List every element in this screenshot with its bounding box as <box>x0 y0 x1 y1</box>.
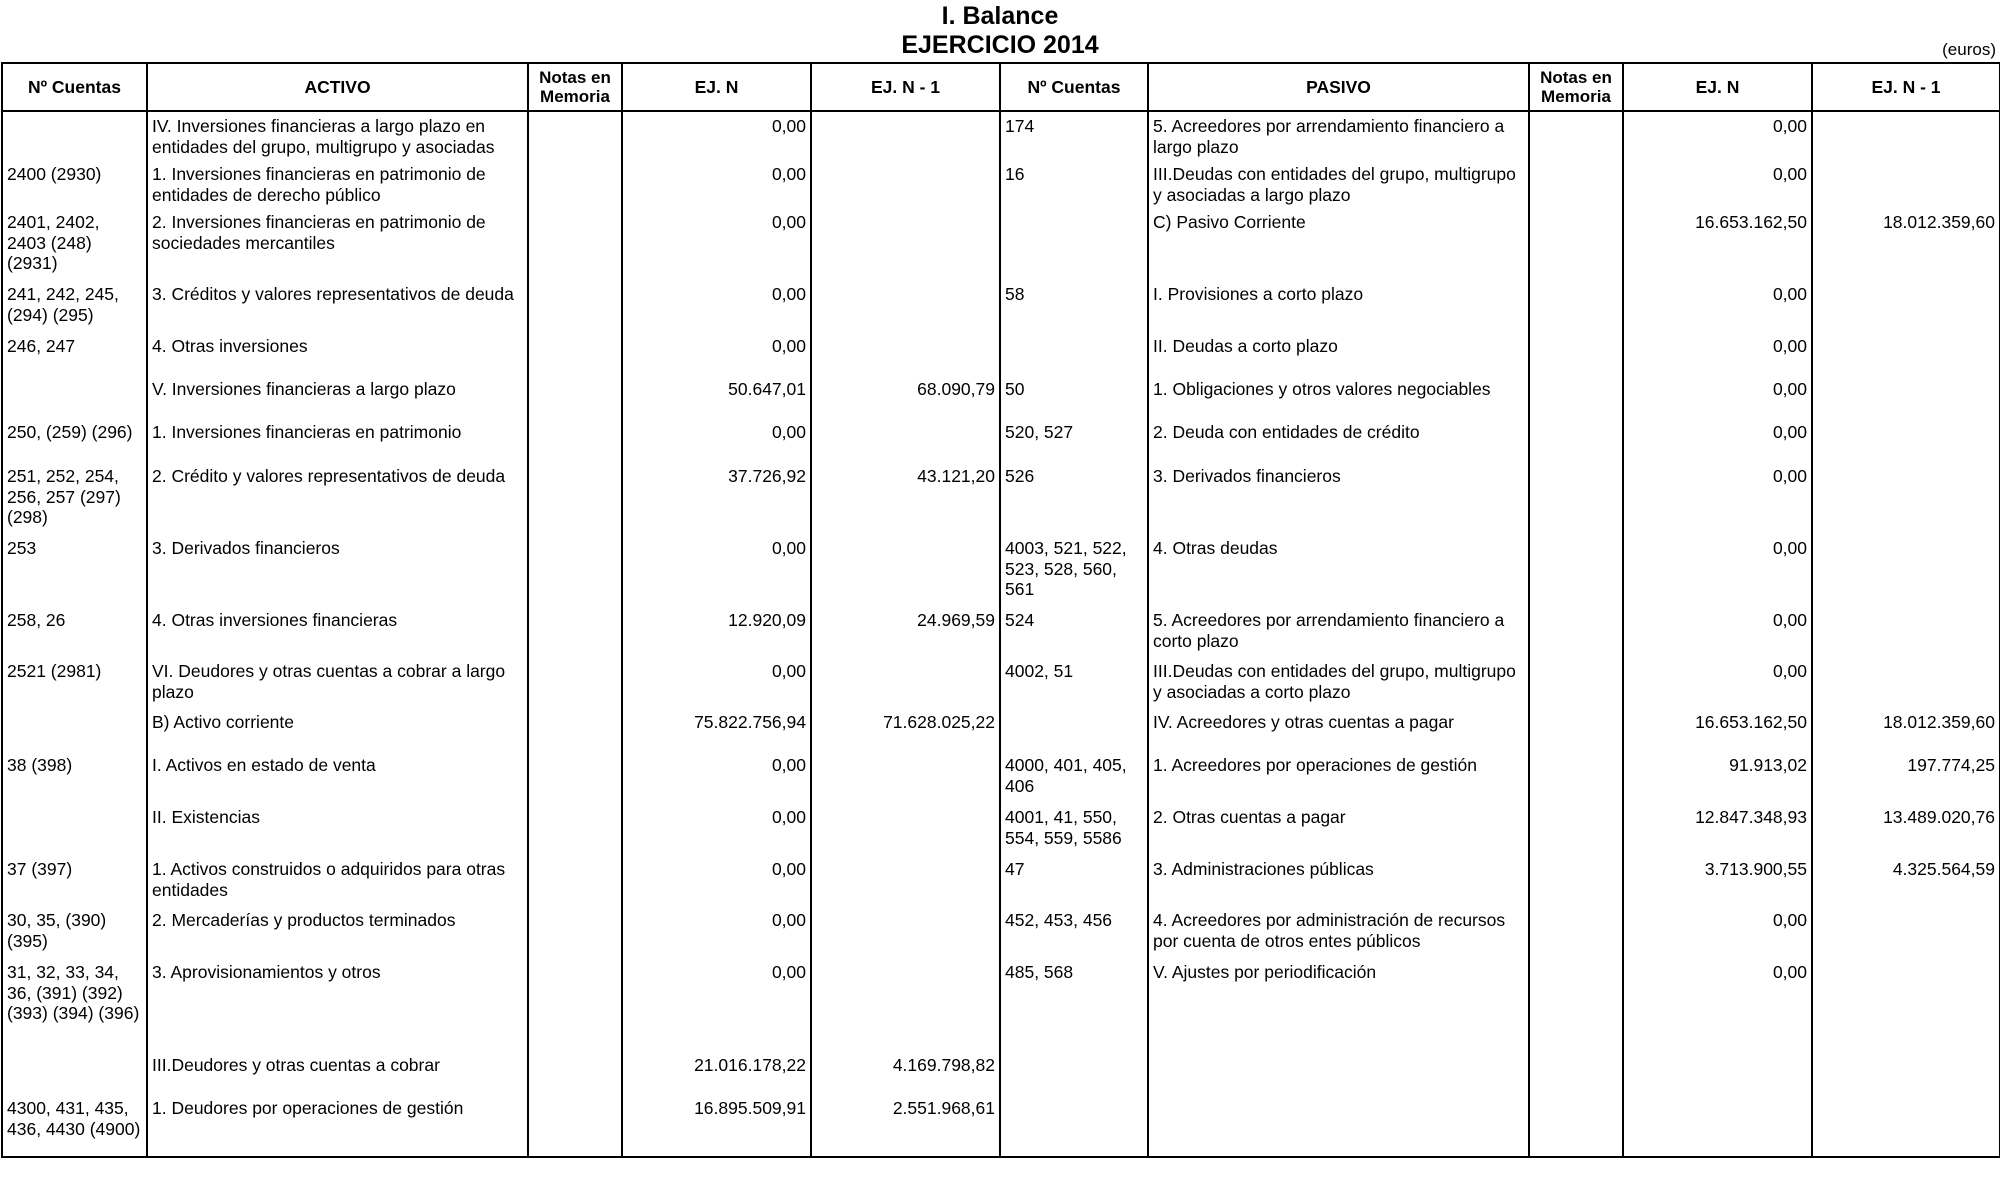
ejn1-left-cell <box>811 538 1000 610</box>
cuentas-right-cell <box>1000 712 1148 755</box>
notas-left-cell <box>528 538 622 610</box>
notas-right-cell <box>1529 807 1623 859</box>
ejn1-right-cell <box>1812 164 2000 212</box>
cuentas-right-cell: 4001, 41, 550, 554, 559, 5586 <box>1000 807 1148 859</box>
activo-cell: 2. Crédito y valores representativos de deuda <box>147 466 528 538</box>
ejn-left-cell: 50.647,01 <box>622 379 811 422</box>
notas-left-cell <box>528 284 622 336</box>
pasivo-cell: 5. Acreedores por arrendamiento financiero a largo plazo <box>1148 111 1529 164</box>
notas-left-cell <box>528 212 622 284</box>
ejn-right-cell: 12.847.348,93 <box>1623 807 1812 859</box>
pasivo-cell: 2. Otras cuentas a pagar <box>1148 807 1529 859</box>
pasivo-cell: C) Pasivo Corriente <box>1148 212 1529 284</box>
ejn-left-cell: 0,00 <box>622 284 811 336</box>
pasivo-cell: 4. Otras deudas <box>1148 538 1529 610</box>
pasivo-cell: III.Deudas con entidades del grupo, multigrupo y asociadas a largo plazo <box>1148 164 1529 212</box>
notas-right-cell <box>1529 212 1623 284</box>
pasivo-cell: 3. Derivados financieros <box>1148 466 1529 538</box>
ejn-left-cell: 0,00 <box>622 422 811 466</box>
notas-right-cell <box>1529 1098 1623 1157</box>
ejn1-right-cell <box>1812 1055 2000 1098</box>
notas-right-cell <box>1529 610 1623 661</box>
cuentas-right-cell: 526 <box>1000 466 1148 538</box>
table-row <box>2 859 2000 910</box>
ejn-left-cell: 37.726,92 <box>622 466 811 538</box>
notas-left-cell <box>528 910 622 962</box>
pasivo-cell: 2. Deuda con entidades de crédito <box>1148 422 1529 466</box>
notas-right-cell <box>1529 1055 1623 1098</box>
cuentas-right-cell: 47 <box>1000 859 1148 910</box>
pasivo-cell <box>1148 1055 1529 1098</box>
notas-right-cell <box>1529 962 1623 1055</box>
notas-right-cell <box>1529 755 1623 807</box>
cuentas-left-cell: 241, 242, 245, (294) (295) <box>2 284 147 336</box>
ejn-left-cell: 0,00 <box>622 962 811 1055</box>
ejn-right-cell: 0,00 <box>1623 422 1812 466</box>
cuentas-left-cell: 253 <box>2 538 147 610</box>
notas-right-cell <box>1529 422 1623 466</box>
ejn-left-cell: 0,00 <box>622 755 811 807</box>
ejn-left-cell: 0,00 <box>622 661 811 712</box>
notas-left-cell <box>528 807 622 859</box>
ejn1-right-cell: 13.489.020,76 <box>1812 807 2000 859</box>
notas-left-cell <box>528 379 622 422</box>
pasivo-cell <box>1148 1098 1529 1157</box>
ejn1-left-cell <box>811 962 1000 1055</box>
ejn-right-cell: 0,00 <box>1623 661 1812 712</box>
cuentas-left-cell: 250, (259) (296) <box>2 422 147 466</box>
activo-cell: VI. Deudores y otras cuentas a cobrar a largo plazo <box>147 661 528 712</box>
cuentas-right-cell: 524 <box>1000 610 1148 661</box>
ejn1-left-cell <box>811 755 1000 807</box>
ejn1-left-cell <box>811 212 1000 284</box>
notas-left-cell <box>528 466 622 538</box>
header-pasivo: PASIVO <box>1148 63 1529 111</box>
cuentas-left-cell: 31, 32, 33, 34, 36, (391) (392) (393) (394) (396) <box>2 962 147 1055</box>
ejn1-left-cell <box>811 910 1000 962</box>
ejn-right-cell <box>1623 1055 1812 1098</box>
ejn1-right-cell <box>1812 336 2000 379</box>
table-row <box>2 164 2000 212</box>
notas-right-cell <box>1529 284 1623 336</box>
cuentas-right-cell: 485, 568 <box>1000 962 1148 1055</box>
activo-cell: IV. Inversiones financieras a largo plazo en entidades del grupo, multigrupo y asociadas <box>147 111 528 164</box>
cuentas-left-cell: 2401, 2402, 2403 (248) (2931) <box>2 212 147 284</box>
table-row <box>2 466 2000 538</box>
activo-cell: 1. Activos construidos o adquiridos para otras entidades <box>147 859 528 910</box>
notas-left-cell <box>528 1098 622 1157</box>
header-ejn1-right: EJ. N - 1 <box>1812 63 2000 111</box>
ejn-right-cell: 0,00 <box>1623 379 1812 422</box>
ejn1-left-cell: 71.628.025,22 <box>811 712 1000 755</box>
notas-right-cell <box>1529 661 1623 712</box>
ejn1-right-cell: 18.012.359,60 <box>1812 212 2000 284</box>
ejn1-right-cell: 4.325.564,59 <box>1812 859 2000 910</box>
activo-cell: 1. Inversiones financieras en patrimonio <box>147 422 528 466</box>
table-row <box>2 661 2000 712</box>
page-subtitle: EJERCICIO 2014 <box>901 31 1099 59</box>
pasivo-cell: III.Deudas con entidades del grupo, multigrupo y asociadas a corto plazo <box>1148 661 1529 712</box>
activo-cell: I. Activos en estado de venta <box>147 755 528 807</box>
ejn1-right-cell <box>1812 284 2000 336</box>
table-row <box>2 111 2000 164</box>
table-row <box>2 379 2000 422</box>
table-row <box>2 610 2000 661</box>
pasivo-cell: II. Deudas a corto plazo <box>1148 336 1529 379</box>
activo-cell: 2. Mercaderías y productos terminados <box>147 910 528 962</box>
ejn1-left-cell <box>811 111 1000 164</box>
header-cuentas-left: Nº Cuentas <box>2 63 147 111</box>
cuentas-right-cell: 520, 527 <box>1000 422 1148 466</box>
activo-cell: 3. Aprovisionamientos y otros <box>147 962 528 1055</box>
cuentas-left-cell <box>2 379 147 422</box>
pasivo-cell: IV. Acreedores y otras cuentas a pagar <box>1148 712 1529 755</box>
header-ejn1-left: EJ. N - 1 <box>811 63 1000 111</box>
activo-cell: 4. Otras inversiones <box>147 336 528 379</box>
table-row <box>2 1098 2000 1157</box>
ejn-left-cell: 16.895.509,91 <box>622 1098 811 1157</box>
table-row <box>2 755 2000 807</box>
ejn1-left-cell <box>811 807 1000 859</box>
notas-left-cell <box>528 422 622 466</box>
ejn1-right-cell <box>1812 661 2000 712</box>
ejn-right-cell <box>1623 1098 1812 1157</box>
activo-cell: B) Activo corriente <box>147 712 528 755</box>
cuentas-right-cell: 4002, 51 <box>1000 661 1148 712</box>
ejn1-right-cell <box>1812 910 2000 962</box>
ejn-right-cell: 3.713.900,55 <box>1623 859 1812 910</box>
ejn1-left-cell <box>811 284 1000 336</box>
pasivo-cell: 4. Acreedores por administración de recursos por cuenta de otros entes públicos <box>1148 910 1529 962</box>
table-row <box>2 422 2000 466</box>
cuentas-right-cell: 4000, 401, 405, 406 <box>1000 755 1148 807</box>
activo-cell: 4. Otras inversiones financieras <box>147 610 528 661</box>
ejn-right-cell: 0,00 <box>1623 910 1812 962</box>
notas-right-cell <box>1529 379 1623 422</box>
ejn1-right-cell: 197.774,25 <box>1812 755 2000 807</box>
notas-right-cell <box>1529 164 1623 212</box>
pasivo-cell: 3. Administraciones públicas <box>1148 859 1529 910</box>
ejn-left-cell: 0,00 <box>622 336 811 379</box>
notas-right-cell <box>1529 712 1623 755</box>
ejn1-left-cell <box>811 661 1000 712</box>
cuentas-right-cell: 16 <box>1000 164 1148 212</box>
cuentas-right-cell <box>1000 212 1148 284</box>
ejn1-right-cell <box>1812 538 2000 610</box>
cuentas-left-cell <box>2 807 147 859</box>
ejn-left-cell: 0,00 <box>622 212 811 284</box>
ejn-left-cell: 0,00 <box>622 111 811 164</box>
ejn-left-cell: 21.016.178,22 <box>622 1055 811 1098</box>
ejn1-left-cell: 24.969,59 <box>811 610 1000 661</box>
activo-cell: III.Deudores y otras cuentas a cobrar <box>147 1055 528 1098</box>
notas-left-cell <box>528 111 622 164</box>
activo-cell: II. Existencias <box>147 807 528 859</box>
notas-left-cell <box>528 661 622 712</box>
page-title: I. Balance <box>941 2 1059 30</box>
header-row <box>2 63 2000 111</box>
ejn-right-cell: 0,00 <box>1623 466 1812 538</box>
table-row <box>2 284 2000 336</box>
cuentas-left-cell: 2521 (2981) <box>2 661 147 712</box>
cuentas-right-cell: 50 <box>1000 379 1148 422</box>
notas-left-cell <box>528 859 622 910</box>
table-row <box>2 336 2000 379</box>
pasivo-cell: I. Provisiones a corto plazo <box>1148 284 1529 336</box>
cuentas-left-cell: 38 (398) <box>2 755 147 807</box>
pasivo-cell: 1. Obligaciones y otros valores negociables <box>1148 379 1529 422</box>
ejn1-right-cell <box>1812 111 2000 164</box>
notas-left-cell <box>528 1055 622 1098</box>
cuentas-left-cell: 251, 252, 254, 256, 257 (297) (298) <box>2 466 147 538</box>
ejn1-left-cell: 43.121,20 <box>811 466 1000 538</box>
header-notas-right: Notas en Memoria <box>1529 63 1623 111</box>
activo-cell: 3. Créditos y valores representativos de deuda <box>147 284 528 336</box>
cuentas-right-cell: 452, 453, 456 <box>1000 910 1148 962</box>
table-row <box>2 1055 2000 1098</box>
notas-left-cell <box>528 755 622 807</box>
table-row <box>2 712 2000 755</box>
pasivo-cell: 5. Acreedores por arrendamiento financiero a corto plazo <box>1148 610 1529 661</box>
notas-right-cell <box>1529 336 1623 379</box>
ejn1-left-cell: 4.169.798,82 <box>811 1055 1000 1098</box>
ejn1-left-cell <box>811 422 1000 466</box>
ejn-right-cell: 0,00 <box>1623 336 1812 379</box>
ejn-right-cell: 16.653.162,50 <box>1623 212 1812 284</box>
cuentas-right-cell <box>1000 1055 1148 1098</box>
ejn1-left-cell <box>811 859 1000 910</box>
ejn-right-cell: 0,00 <box>1623 284 1812 336</box>
cuentas-left-cell: 37 (397) <box>2 859 147 910</box>
cuentas-left-cell: 2400 (2930) <box>2 164 147 212</box>
notas-right-cell <box>1529 466 1623 538</box>
cuentas-left-cell <box>2 111 147 164</box>
table-row <box>2 212 2000 284</box>
cuentas-right-cell: 174 <box>1000 111 1148 164</box>
ejn-right-cell: 0,00 <box>1623 610 1812 661</box>
cuentas-right-cell <box>1000 1098 1148 1157</box>
notas-left-cell <box>528 336 622 379</box>
table-row <box>2 538 2000 610</box>
cuentas-left-cell: 258, 26 <box>2 610 147 661</box>
pasivo-cell: 1. Acreedores por operaciones de gestión <box>1148 755 1529 807</box>
notas-right-cell <box>1529 859 1623 910</box>
activo-cell: 1. Inversiones financieras en patrimonio de entidades de derecho público <box>147 164 528 212</box>
header-cuentas-right: Nº Cuentas <box>1000 63 1148 111</box>
ejn1-left-cell: 68.090,79 <box>811 379 1000 422</box>
ejn1-left-cell: 2.551.968,61 <box>811 1098 1000 1157</box>
ejn1-right-cell <box>1812 422 2000 466</box>
ejn1-left-cell <box>811 164 1000 212</box>
activo-cell: 1. Deudores por operaciones de gestión <box>147 1098 528 1157</box>
notas-left-cell <box>528 962 622 1055</box>
header-ejn-left: EJ. N <box>622 63 811 111</box>
cuentas-right-cell <box>1000 336 1148 379</box>
ejn-left-cell: 75.822.756,94 <box>622 712 811 755</box>
header-notas-left: Notas en Memoria <box>528 63 622 111</box>
ejn1-right-cell <box>1812 610 2000 661</box>
ejn1-right-cell <box>1812 962 2000 1055</box>
ejn-left-cell: 12.920,09 <box>622 610 811 661</box>
ejn1-left-cell <box>811 336 1000 379</box>
cuentas-right-cell: 58 <box>1000 284 1148 336</box>
cuentas-left-cell: 4300, 431, 435, 436, 4430 (4900) <box>2 1098 147 1157</box>
cuentas-right-cell: 4003, 521, 522, 523, 528, 560, 561 <box>1000 538 1148 610</box>
ejn1-right-cell <box>1812 466 2000 538</box>
header-activo: ACTIVO <box>147 63 528 111</box>
cuentas-left-cell <box>2 1055 147 1098</box>
ejn-right-cell: 0,00 <box>1623 538 1812 610</box>
header-ejn-right: EJ. N <box>1623 63 1812 111</box>
ejn-right-cell: 0,00 <box>1623 962 1812 1055</box>
notas-left-cell <box>528 164 622 212</box>
balance-table <box>1 62 2000 1158</box>
ejn1-right-cell <box>1812 379 2000 422</box>
ejn1-right-cell <box>1812 1098 2000 1157</box>
ejn-right-cell: 91.913,02 <box>1623 755 1812 807</box>
ejn-right-cell: 0,00 <box>1623 111 1812 164</box>
notas-left-cell <box>528 712 622 755</box>
notas-left-cell <box>528 610 622 661</box>
ejn1-right-cell: 18.012.359,60 <box>1812 712 2000 755</box>
ejn-left-cell: 0,00 <box>622 164 811 212</box>
activo-cell: V. Inversiones financieras a largo plazo <box>147 379 528 422</box>
table-row <box>2 807 2000 859</box>
currency-unit: (euros) <box>1942 40 1996 59</box>
activo-cell: 2. Inversiones financieras en patrimonio de sociedades mercantiles <box>147 212 528 284</box>
pasivo-cell: V. Ajustes por periodificación <box>1148 962 1529 1055</box>
notas-right-cell <box>1529 538 1623 610</box>
ejn-left-cell: 0,00 <box>622 538 811 610</box>
activo-cell: 3. Derivados financieros <box>147 538 528 610</box>
table-row <box>2 910 2000 962</box>
ejn-right-cell: 0,00 <box>1623 164 1812 212</box>
ejn-left-cell: 0,00 <box>622 807 811 859</box>
ejn-right-cell: 16.653.162,50 <box>1623 712 1812 755</box>
cuentas-left-cell: 246, 247 <box>2 336 147 379</box>
cuentas-left-cell: 30, 35, (390) (395) <box>2 910 147 962</box>
ejn-left-cell: 0,00 <box>622 910 811 962</box>
ejn-left-cell: 0,00 <box>622 859 811 910</box>
notas-right-cell <box>1529 910 1623 962</box>
table-row <box>2 962 2000 1055</box>
cuentas-left-cell <box>2 712 147 755</box>
notas-right-cell <box>1529 111 1623 164</box>
